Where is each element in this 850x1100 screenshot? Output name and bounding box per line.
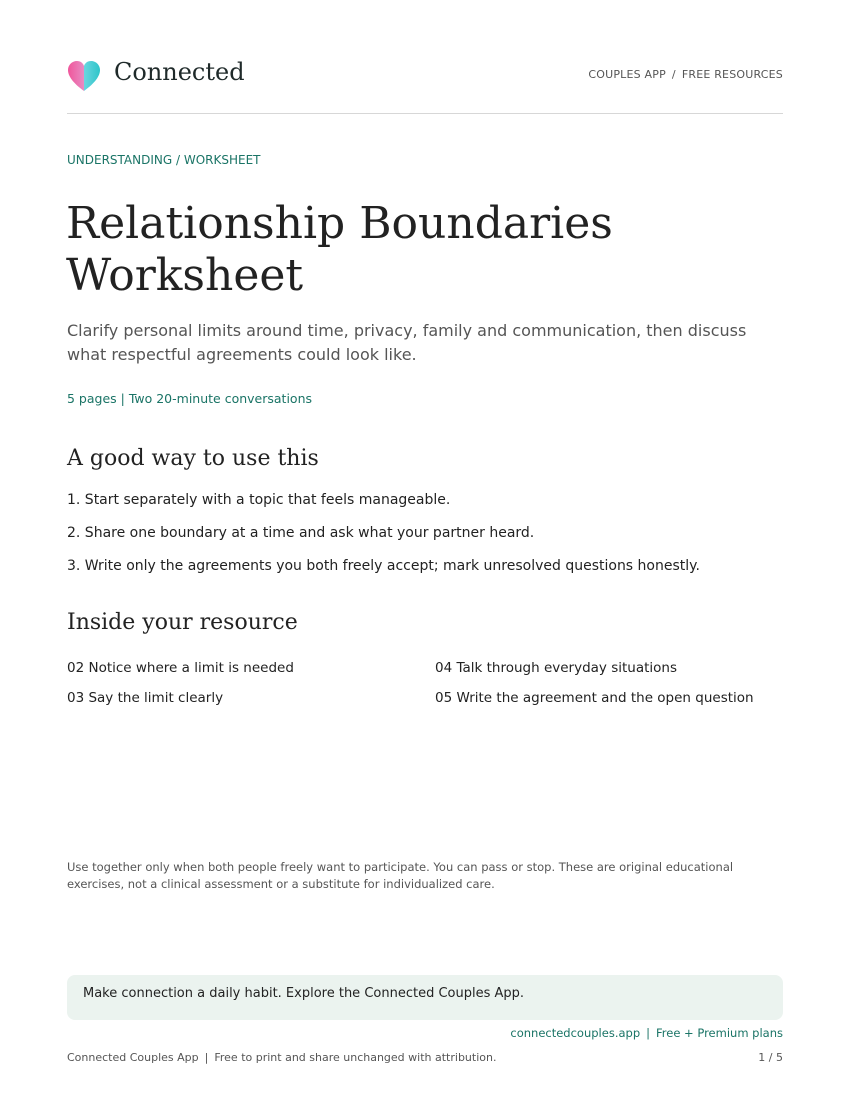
footer-license: Free to print and share unchanged with attribution. (214, 1051, 497, 1064)
step-item: 3. Write only the agreements you both freely accept; mark unresolved questions honestly. (67, 558, 700, 574)
link-separator: | (646, 1026, 650, 1040)
page-subtitle: Clarify personal limits around time, privacy, family and communication, then discuss what respectful agreements could look like. (67, 321, 747, 364)
footer-attribution (67, 1051, 496, 1064)
cta-banner[interactable] (67, 975, 783, 1020)
toc-item: 03 Say the limit clearly (67, 690, 224, 706)
how-to-heading: A good way to use this (67, 446, 319, 471)
inside-heading: Inside your resource (67, 610, 298, 635)
plans-link[interactable]: Free + Premium plans (656, 1026, 783, 1040)
consent-note: Use together only when both people freely want to participate. You can pass or stop. These are original educational exercises, not a clinical assessment or a substitute for individualized care. (67, 860, 734, 891)
nav-free-resources[interactable]: FREE RESOURCES (681, 68, 783, 81)
footer-separator: | (204, 1051, 209, 1064)
site-link[interactable]: connectedcouples.app (510, 1026, 641, 1040)
page-title: Relationship Boundaries Worksheet (66, 198, 613, 301)
how-to-steps (67, 492, 783, 591)
step-item: 1. Start separately with a topic that feels manageable. (67, 492, 451, 508)
footer-app-name: Connected Couples App (67, 1051, 199, 1064)
cta-text: Make connection a daily habit. Explore the Connected Couples App. (83, 986, 525, 1001)
toc-item: 04 Talk through everyday situations (435, 660, 678, 676)
header-nav (588, 68, 783, 81)
breadcrumb[interactable]: UNDERSTANDING / WORKSHEET (67, 153, 261, 167)
nav-couples-app[interactable]: COUPLES APP (588, 68, 666, 81)
toc-item: 02 Notice where a limit is needed (67, 660, 294, 676)
header-divider (67, 113, 783, 114)
brand-name: Connected (114, 58, 245, 86)
nav-separator: / (671, 68, 676, 81)
page-number: 1 / 5 (758, 1051, 783, 1064)
step-item: 2. Share one boundary at a time and ask what your partner heard. (67, 525, 535, 541)
cta-links (510, 1026, 783, 1040)
page-header (67, 56, 783, 96)
resource-meta: 5 pages | Two 20-minute conversations (67, 391, 313, 406)
heart-icon (67, 60, 101, 94)
toc-item: 05 Write the agreement and the open question (435, 690, 754, 706)
